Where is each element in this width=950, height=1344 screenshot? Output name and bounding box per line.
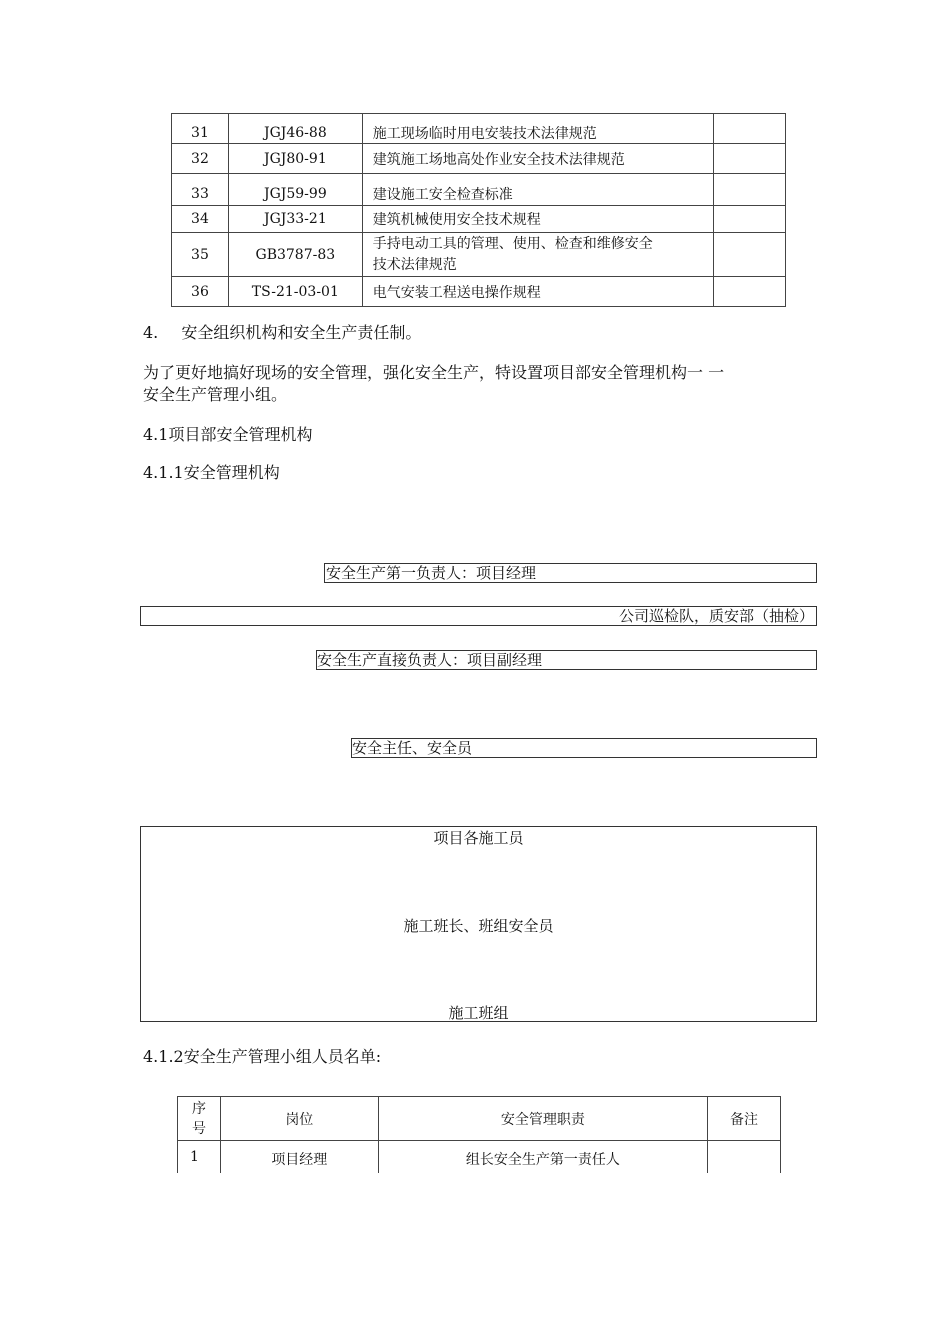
- standard-code: JGJ59-99: [228, 174, 362, 206]
- members-table: [177, 1096, 781, 1173]
- section-title: 安全组织机构和安全生产责任制。: [181, 323, 422, 342]
- header-position: 岗位: [220, 1097, 378, 1141]
- member-remark: [708, 1141, 781, 1174]
- header-no-line: 序: [191, 1100, 206, 1117]
- header-remark: 备注: [708, 1097, 781, 1141]
- remark-cell: [714, 114, 786, 144]
- remark-cell: [714, 174, 786, 206]
- row-number: 35: [172, 233, 229, 277]
- standard-name: 建筑施工场地高处作业安全技术法律规范: [362, 144, 713, 174]
- remark-cell: [714, 206, 786, 233]
- standard-name-line: 手持电动工具的管理、使用、检查和维修安全: [372, 235, 653, 252]
- section-number: 4.: [143, 323, 159, 342]
- member-duty: 组长安全生产第一责任人: [378, 1141, 707, 1174]
- standard-name: 建筑机械使用安全技术规程: [362, 206, 713, 233]
- member-position: 项目经理: [220, 1141, 378, 1174]
- direct-responsible-label: 安全生产直接负责人：项目副经理: [317, 651, 543, 669]
- table-row: [172, 233, 786, 277]
- row-number: 33: [172, 174, 229, 206]
- construction-staff-label: 项目各施工员: [433, 829, 524, 847]
- paragraph-line: 安全生产管理小组。: [143, 385, 288, 404]
- table-row: [172, 114, 786, 144]
- construction-group-box: [140, 826, 817, 1022]
- table-header-row: [178, 1097, 781, 1141]
- intro-paragraph: [143, 362, 823, 406]
- standard-code: TS-21-03-01: [228, 277, 362, 307]
- header-duty: 安全管理职责: [378, 1097, 707, 1141]
- row-number: 36: [172, 277, 229, 307]
- row-number: 34: [172, 206, 229, 233]
- section-heading: [143, 322, 421, 344]
- first-responsible-label: 安全生产第一负责人：项目经理: [326, 564, 537, 582]
- standard-code: JGJ33-21: [228, 206, 362, 233]
- standard-name: [362, 233, 713, 277]
- safety-officers-label: 安全主任、安全员: [352, 739, 473, 757]
- standard-code: JGJ80-91: [228, 144, 362, 174]
- row-number: 32: [172, 144, 229, 174]
- subheading-4-1-2: 4.1.2安全生产管理小组人员名单:: [143, 1047, 382, 1066]
- standard-name: 建设施工安全检查标准: [362, 174, 713, 206]
- subheading-4-1: 4.1项目部安全管理机构: [143, 425, 313, 444]
- row-number: 31: [172, 114, 229, 144]
- table-row: [178, 1141, 781, 1174]
- inspection-label: 公司巡检队，质安部（抽检）: [618, 607, 814, 625]
- member-no: 1: [178, 1141, 221, 1174]
- standard-name-line: 技术法律规范: [372, 256, 457, 273]
- standards-table: [171, 113, 786, 307]
- safety-officers-box: [351, 738, 817, 758]
- subheading-4-1-1: 4.1.1安全管理机构: [143, 463, 280, 482]
- standard-code: JGJ46-88: [228, 114, 362, 144]
- header-no: [178, 1097, 221, 1141]
- members-table-wrap: [177, 1096, 781, 1173]
- teams-label: 施工班组: [448, 1004, 509, 1022]
- remark-cell: [714, 144, 786, 174]
- header-no-line: 号: [191, 1120, 206, 1137]
- standard-name: 电气安装工程送电操作规程: [362, 277, 713, 307]
- inspection-box: [140, 606, 817, 626]
- first-responsible-box: [324, 563, 817, 583]
- table-row: [172, 206, 786, 233]
- table-row: [172, 277, 786, 307]
- paragraph-line: 为了更好地搞好现场的安全管理，强化安全生产，特设置项目部安全管理机构一 一: [143, 363, 725, 382]
- standard-name: 施工现场临时用电安装技术法律规范: [362, 114, 713, 144]
- direct-responsible-box: [316, 650, 817, 670]
- table-row: [172, 144, 786, 174]
- standard-code: GB3787-83: [228, 233, 362, 277]
- table-row: [172, 174, 786, 206]
- remark-cell: [714, 233, 786, 277]
- team-leaders-label: 施工班长、班组安全员: [403, 917, 554, 935]
- remark-cell: [714, 277, 786, 307]
